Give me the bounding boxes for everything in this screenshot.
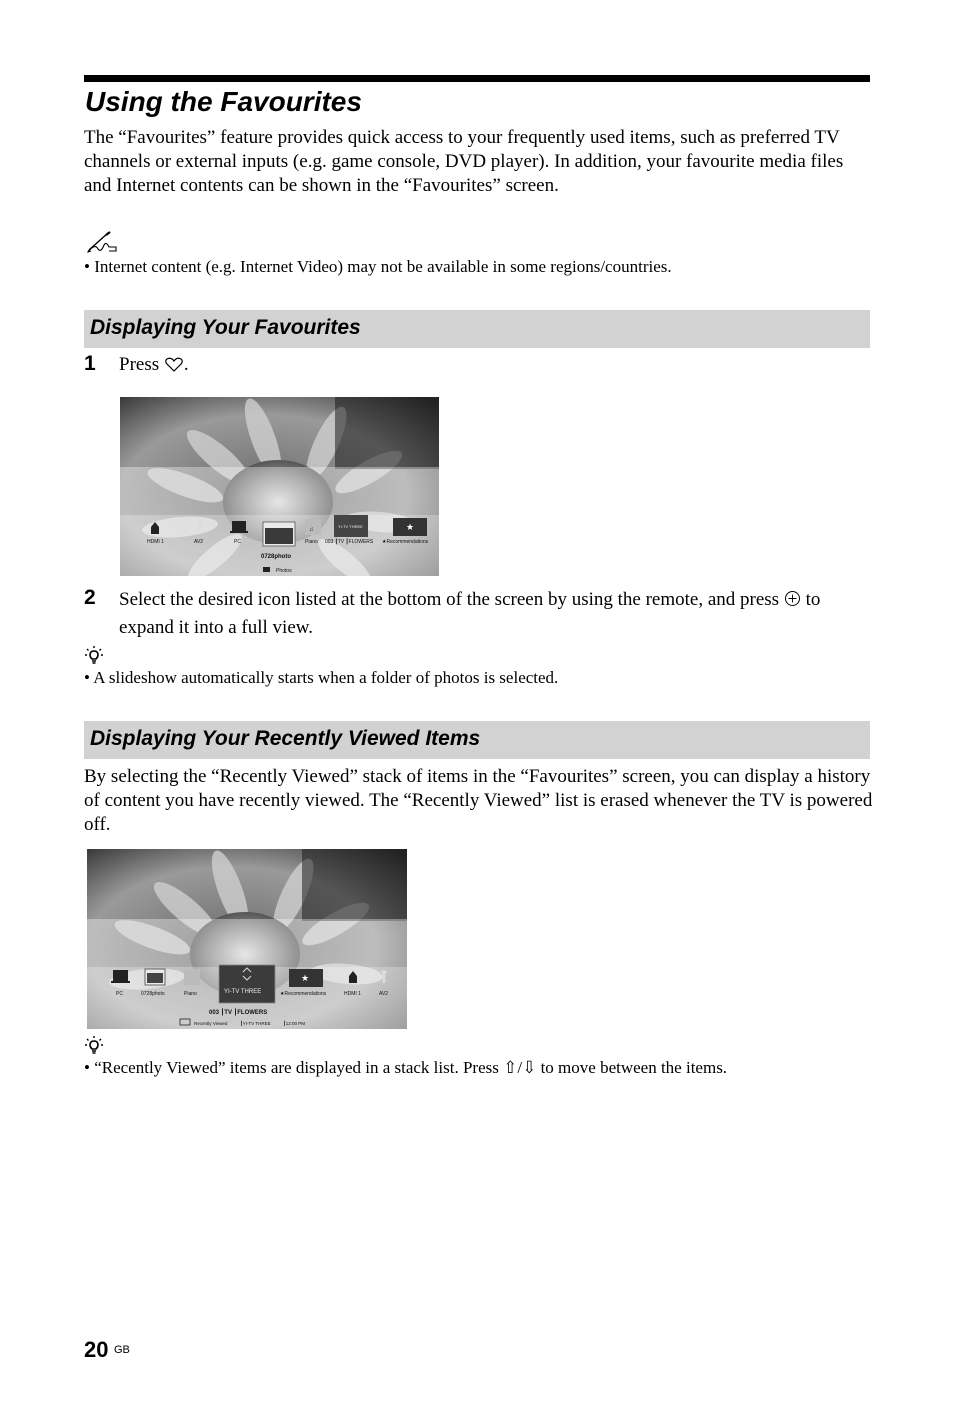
recently-viewed-paragraph: By selecting the “Recently Viewed” stack of items in the “Favourites” screen, you can display a history of content you have recently viewed. The “Recently Viewed” list is erased whenever the TV is powered off. [84,766,873,835]
screen1-item-piano: Piano [305,539,318,545]
step-number: 1 [84,352,96,375]
screen1-category-label: Photos [276,568,292,574]
favourites-screen-image [120,397,439,576]
hint-text: • A slideshow automatically starts when a folder of photos is selected. [84,668,559,687]
page-number: 20 [84,1337,109,1362]
screen2-selected-label: YI-TV THREE [224,989,262,995]
screen1-item-av2: AV2 [194,539,204,545]
hint-text: • “Recently Viewed” items are displayed in a stack list. Press ⇧/⇩ to move between the items. [84,1058,728,1077]
svg-text:★: ★ [301,973,310,983]
screen1-item-hdmi1: HDMI 1 [147,539,164,545]
screen2-item-piano: Piano [184,991,197,997]
note-text: • Internet content (e.g. Internet Video) may not be available in some regions/countries. [84,257,672,276]
heart-button-icon [164,356,184,380]
screen1-item-recommendations: ★Recommendations [382,539,429,545]
intro-paragraph: The “Favourites” feature provides quick access to your frequently used items, such as preferred TV channels or external inputs (e.g. game console, DVD player). In addition, your favourite media files and Internet contents can be shown in the “Favourites” screen. [84,127,844,196]
step1-end: . [183,354,189,375]
step1-line [119,353,189,380]
section-heading-recently-viewed [84,721,870,759]
screen2-item-pc: PC [116,991,123,997]
step2-paragraph [119,587,869,641]
section-heading-text: Displaying Your Favourites [90,316,361,339]
screen2-item-recommendations: ★Recommendations [280,991,327,997]
lightbulb-hint-icon [84,644,104,666]
screen1-selected-label: 0728photo [261,554,292,560]
enter-button-icon [784,589,801,615]
page-title: Using the Favourites [85,86,362,117]
step2-text-a: Select the desired icon listed at the bottom of the screen by using the remote, and press [119,589,780,610]
screen1-item-pc: PC [234,539,241,545]
screen2-bar-channel: ┃YI-TV THREE [240,1021,271,1026]
svg-text:♫: ♫ [309,527,314,533]
svg-text:★: ★ [406,522,415,532]
screen2-item-photo: 0728photo [141,991,165,997]
page-suffix: GB [114,1344,130,1356]
section-heading-favourites [84,310,870,348]
screen2-bar-label: Recently Viewed [194,1021,228,1026]
step2-text-b: to expand it into a full view. [119,589,821,638]
screen1-item-channel: 003 ┃TV ┃FLOWERS [325,539,374,545]
recently-viewed-screen-image [87,849,407,1029]
screen2-item-hdmi1: HDMI 1 [344,991,361,997]
section-heading-text: Displaying Your Recently Viewed Items [90,727,481,750]
screen2-bar-time: ┃12:00 PM [283,1021,305,1026]
step1-text: Press [119,354,160,375]
top-rule [84,75,870,82]
thumb-label: YI-TV THREE [338,524,363,529]
step-number: 2 [84,586,96,609]
screen2-selected-info: 003 ┃TV ┃FLOWERS [209,1010,268,1016]
lightbulb-hint-icon [84,1034,104,1056]
pencil-note-icon [86,231,118,253]
screen2-item-av2: AV2 [379,991,389,997]
